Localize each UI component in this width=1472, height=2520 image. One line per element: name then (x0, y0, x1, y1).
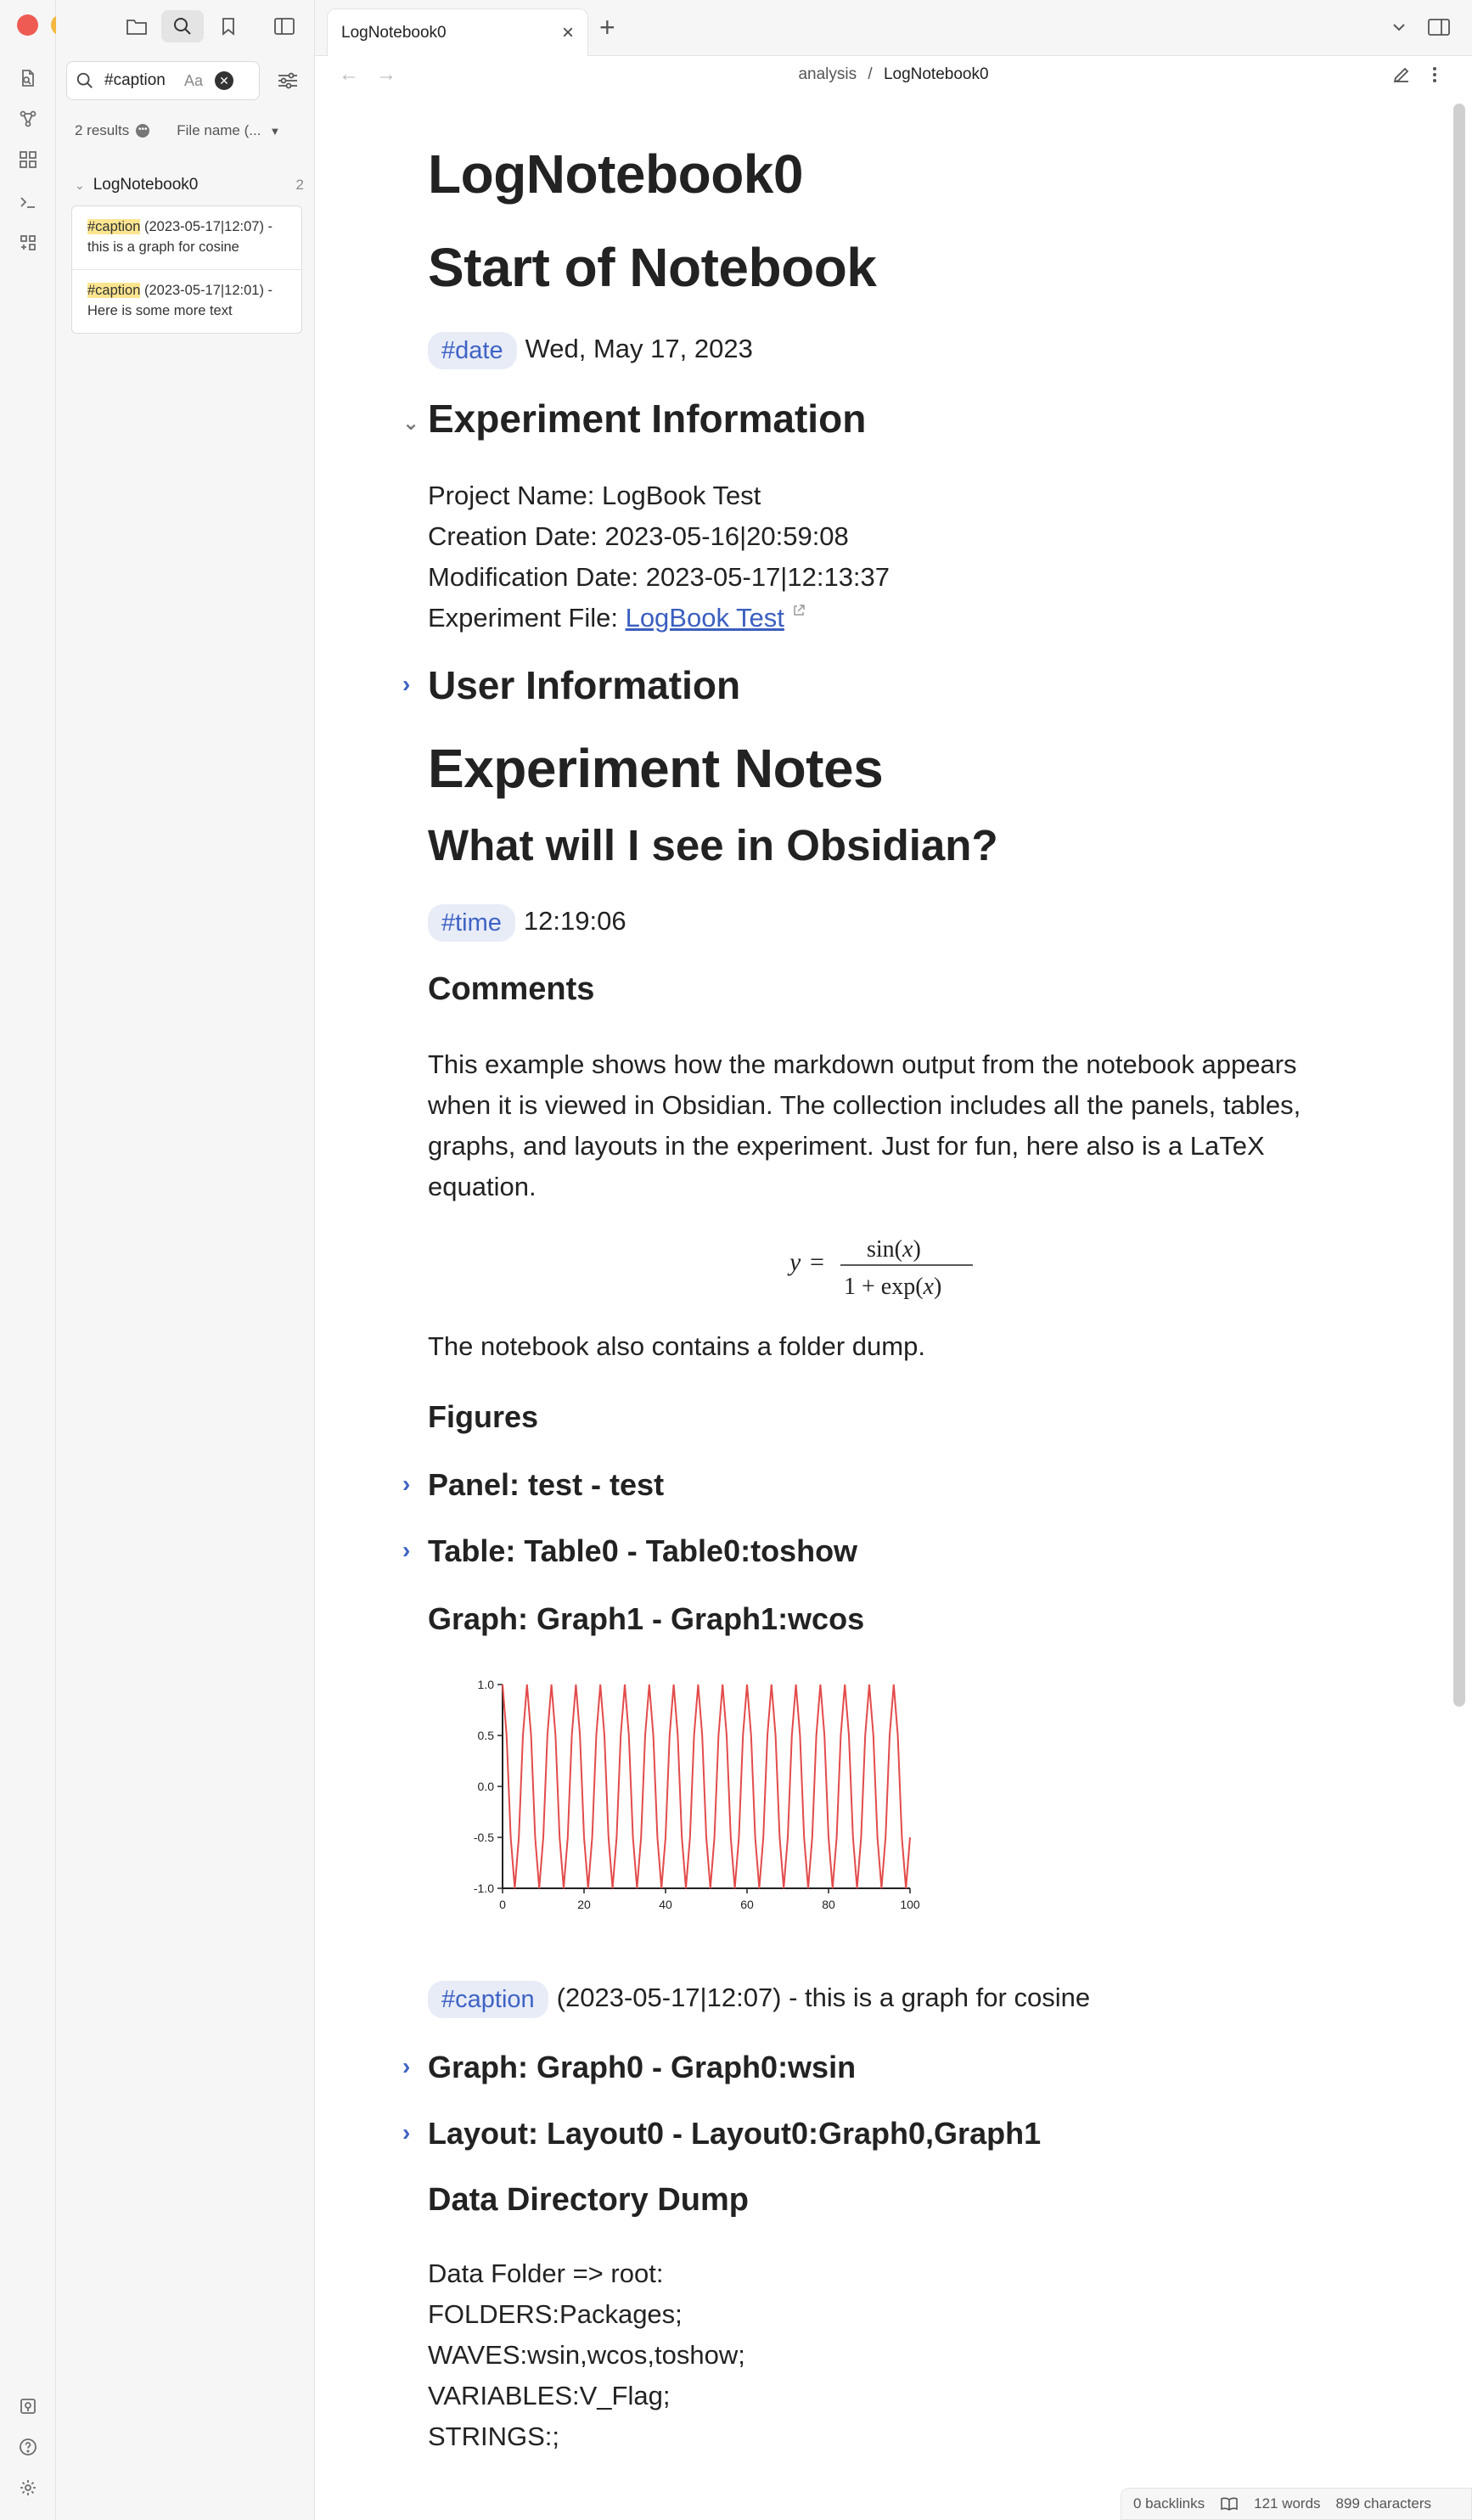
toggle-sidebar-button[interactable] (263, 10, 306, 42)
sidebar-toggle-icon (273, 17, 295, 36)
graph1-wcos-chart (452, 1669, 935, 1924)
heading-graph1: Graph: Graph1 - Graph1:wcos (428, 1601, 865, 1636)
templates-icon[interactable] (14, 229, 42, 256)
search-result-item[interactable] (72, 269, 301, 333)
x-tick-label: 20 (577, 1898, 591, 1911)
y-tick-label: -0.5 (473, 1831, 494, 1844)
new-tab-button[interactable]: + (599, 12, 615, 42)
canvas-icon[interactable] (14, 146, 42, 173)
word-count: 121 words (1254, 2495, 1321, 2512)
bookmarks-tab[interactable] (207, 10, 250, 42)
heading-text: User Information (428, 663, 741, 707)
result-file-name[interactable]: LogNotebook0 (93, 176, 199, 194)
heading-figures: Figures (428, 1399, 539, 1434)
settings-icon[interactable] (14, 2474, 42, 2501)
y-tick-label: 1.0 (477, 1678, 494, 1691)
chevron-right-icon[interactable]: › (402, 671, 411, 697)
right-sidebar-icon (1427, 18, 1451, 37)
breadcrumb (315, 65, 1472, 84)
chevron-right-icon[interactable]: › (402, 2119, 411, 2146)
y-tick-label: -1.0 (473, 1882, 494, 1895)
date-line (428, 326, 753, 372)
dump-line: WAVES:wsin,wcos,toshow; (428, 2340, 745, 2370)
heading-comments: Comments (428, 971, 595, 1007)
caption-line (428, 1975, 1090, 2021)
comments-paragraph: This example shows how the markdown output from the notebook appears when it is viewed in Obsidian. The collection includes all the panels, tables, graphs, and layouts in the experiment. Just for fun, here also is a LaTeX equation. (428, 1049, 1301, 1201)
results-count: 2 results (75, 122, 130, 138)
sort-order-select[interactable]: File name (... (177, 122, 261, 138)
search-tab[interactable] (161, 10, 204, 42)
tab-lognotebook0[interactable] (327, 8, 588, 56)
svg-text:sin(x): sin(x) (867, 1236, 921, 1263)
chevron-right-icon[interactable]: › (402, 1471, 411, 1497)
heading-text: Graph: Graph0 - Graph0:wsin (428, 2050, 857, 2084)
x-tick-label: 0 (499, 1898, 506, 1911)
result-snippet: (2023-05-17|12:01) - Here is some more text (87, 283, 273, 318)
vault-switcher-icon[interactable] (14, 2393, 42, 2420)
file-explorer-tab[interactable] (115, 10, 158, 42)
breadcrumb-separator: / (868, 65, 873, 83)
dump-line: FOLDERS:Packages; (428, 2299, 683, 2329)
heading-table[interactable] (402, 1533, 858, 1569)
chevron-right-icon[interactable]: › (402, 2053, 411, 2079)
help-icon[interactable] (14, 2433, 42, 2461)
heading-text: Layout: Layout0 - Layout0:Graph0,Graph1 (428, 2116, 1042, 2151)
character-count: 899 characters (1335, 2495, 1431, 2512)
dump-line: Data Folder => root: (428, 2258, 664, 2288)
pencil-icon (1391, 65, 1412, 85)
latex-equation (784, 1229, 988, 1301)
series-line-wcos (503, 1685, 910, 1888)
chevron-down-icon[interactable]: ⌄ (75, 177, 85, 192)
experiment-file-line (428, 598, 806, 638)
command-palette-icon[interactable] (14, 188, 42, 216)
chevron-right-icon[interactable]: › (402, 1537, 411, 1563)
x-tick-label: 100 (900, 1898, 920, 1911)
heading-panel[interactable] (402, 1467, 665, 1503)
match-case-toggle[interactable]: Aa (184, 71, 204, 89)
time-line (428, 898, 626, 944)
heading-experiment-notes: Experiment Notes (428, 738, 884, 799)
search-results-list (71, 205, 302, 334)
result-group-header[interactable] (75, 172, 304, 198)
tag-time[interactable]: #time (428, 904, 515, 942)
search-settings-button[interactable] (273, 66, 302, 95)
heading-text: Panel: test - test (428, 1467, 665, 1502)
reading-view-icon[interactable] (1220, 2496, 1239, 2512)
close-tab-button[interactable]: × (561, 20, 574, 44)
folder-dump-line: The notebook also contains a folder dump. (428, 1331, 925, 1361)
note-title: LogNotebook0 (428, 143, 803, 205)
toggle-right-sidebar-button[interactable] (1427, 15, 1451, 39)
experiment-file-link[interactable]: LogBook Test (625, 603, 784, 633)
heading-layout[interactable] (402, 2116, 1042, 2152)
status-bar (1121, 2488, 1472, 2520)
equation-render (784, 1229, 988, 1301)
search-icon (76, 71, 94, 90)
scrollbar-thumb[interactable] (1453, 104, 1465, 1707)
chart-svg (452, 1669, 935, 1924)
match-highlight: #caption (87, 219, 141, 234)
y-tick-label: 0.0 (477, 1780, 494, 1793)
search-field[interactable] (66, 61, 260, 100)
svg-text:1 + exp(x): 1 + exp(x) (844, 1274, 942, 1300)
chevron-down-icon (1390, 18, 1408, 37)
breadcrumb-folder[interactable]: analysis (798, 65, 857, 83)
heading-text: Experiment Information (428, 397, 867, 441)
heading-graph0[interactable] (402, 2050, 857, 2085)
dump-line: STRINGS:; (428, 2422, 560, 2451)
creation-date: Creation Date: 2023-05-16|20:59:08 (428, 521, 849, 551)
result-file-count: 2 (295, 177, 304, 193)
result-snippet: (2023-05-17|12:07) - this is a graph for cosine (87, 219, 273, 255)
svg-text:=: = (810, 1248, 824, 1276)
heading-data-directory-dump: Data Directory Dump (428, 2182, 749, 2218)
search-icon (172, 16, 193, 37)
more-options-button[interactable] (1430, 65, 1439, 85)
view-header (315, 56, 1472, 95)
forward-arrow-icon[interactable]: → (376, 63, 396, 86)
x-tick-label: 80 (822, 1898, 835, 1911)
caption-text: (2023-05-17|12:07) - this is a graph for cosine (556, 1983, 1091, 2012)
left-sidebar (56, 0, 315, 2520)
heading-start-of-notebook: Start of Notebook (428, 237, 877, 298)
date-value: Wed, May 17, 2023 (525, 334, 753, 363)
results-summary (75, 119, 304, 143)
heading-text: Table: Table0 - Table0:toshow (428, 1533, 858, 1568)
more-options-icon[interactable]: ••• (136, 124, 149, 138)
back-arrow-icon[interactable]: ← (339, 63, 359, 86)
tag-caption[interactable]: #caption (428, 1981, 548, 2018)
folder-icon (126, 17, 148, 36)
chevron-down-icon[interactable]: ▼ (269, 124, 281, 138)
bookmark-icon (220, 16, 237, 37)
y-tick-label: 0.5 (477, 1729, 494, 1742)
tab-list-button[interactable] (1390, 15, 1408, 39)
time-value: 12:19:06 (523, 906, 626, 936)
edit-mode-button[interactable] (1391, 65, 1412, 85)
project-name: Project Name: LogBook Test (428, 481, 761, 510)
left-ribbon (0, 0, 56, 2520)
x-tick-label: 40 (659, 1898, 672, 1911)
tab-title: LogNotebook0 (341, 23, 447, 42)
sidebar-tab-row (56, 10, 315, 44)
files-icon[interactable] (14, 65, 42, 92)
experiment-file-label: Experiment File: (428, 603, 626, 633)
breadcrumb-file[interactable]: LogNotebook0 (883, 65, 989, 83)
sliders-icon (277, 71, 299, 90)
tag-date[interactable]: #date (428, 332, 517, 369)
heading-what-will-i-see: What will I see in Obsidian? (428, 821, 998, 869)
external-link-icon (792, 604, 806, 617)
modification-date: Modification Date: 2023-05-17|12:13:37 (428, 562, 891, 592)
close-window-button[interactable] (17, 14, 38, 36)
tab-bar (315, 0, 1472, 56)
backlinks-count[interactable]: 0 backlinks (1133, 2495, 1205, 2512)
search-query[interactable]: #caption (104, 71, 166, 89)
match-highlight: #caption (87, 283, 141, 298)
svg-text:y: y (789, 1248, 801, 1276)
graph-view-icon[interactable] (14, 105, 42, 132)
chevron-down-icon[interactable]: ⌄ (402, 412, 420, 435)
x-tick-label: 60 (740, 1898, 754, 1911)
clear-search-button[interactable]: ✕ (215, 71, 233, 90)
heading-user-information[interactable] (402, 662, 741, 708)
dump-line: VARIABLES:V_Flag; (428, 2381, 671, 2410)
heading-experiment-information[interactable] (402, 396, 867, 442)
more-vertical-icon (1430, 65, 1439, 85)
search-result-item[interactable] (72, 206, 301, 269)
